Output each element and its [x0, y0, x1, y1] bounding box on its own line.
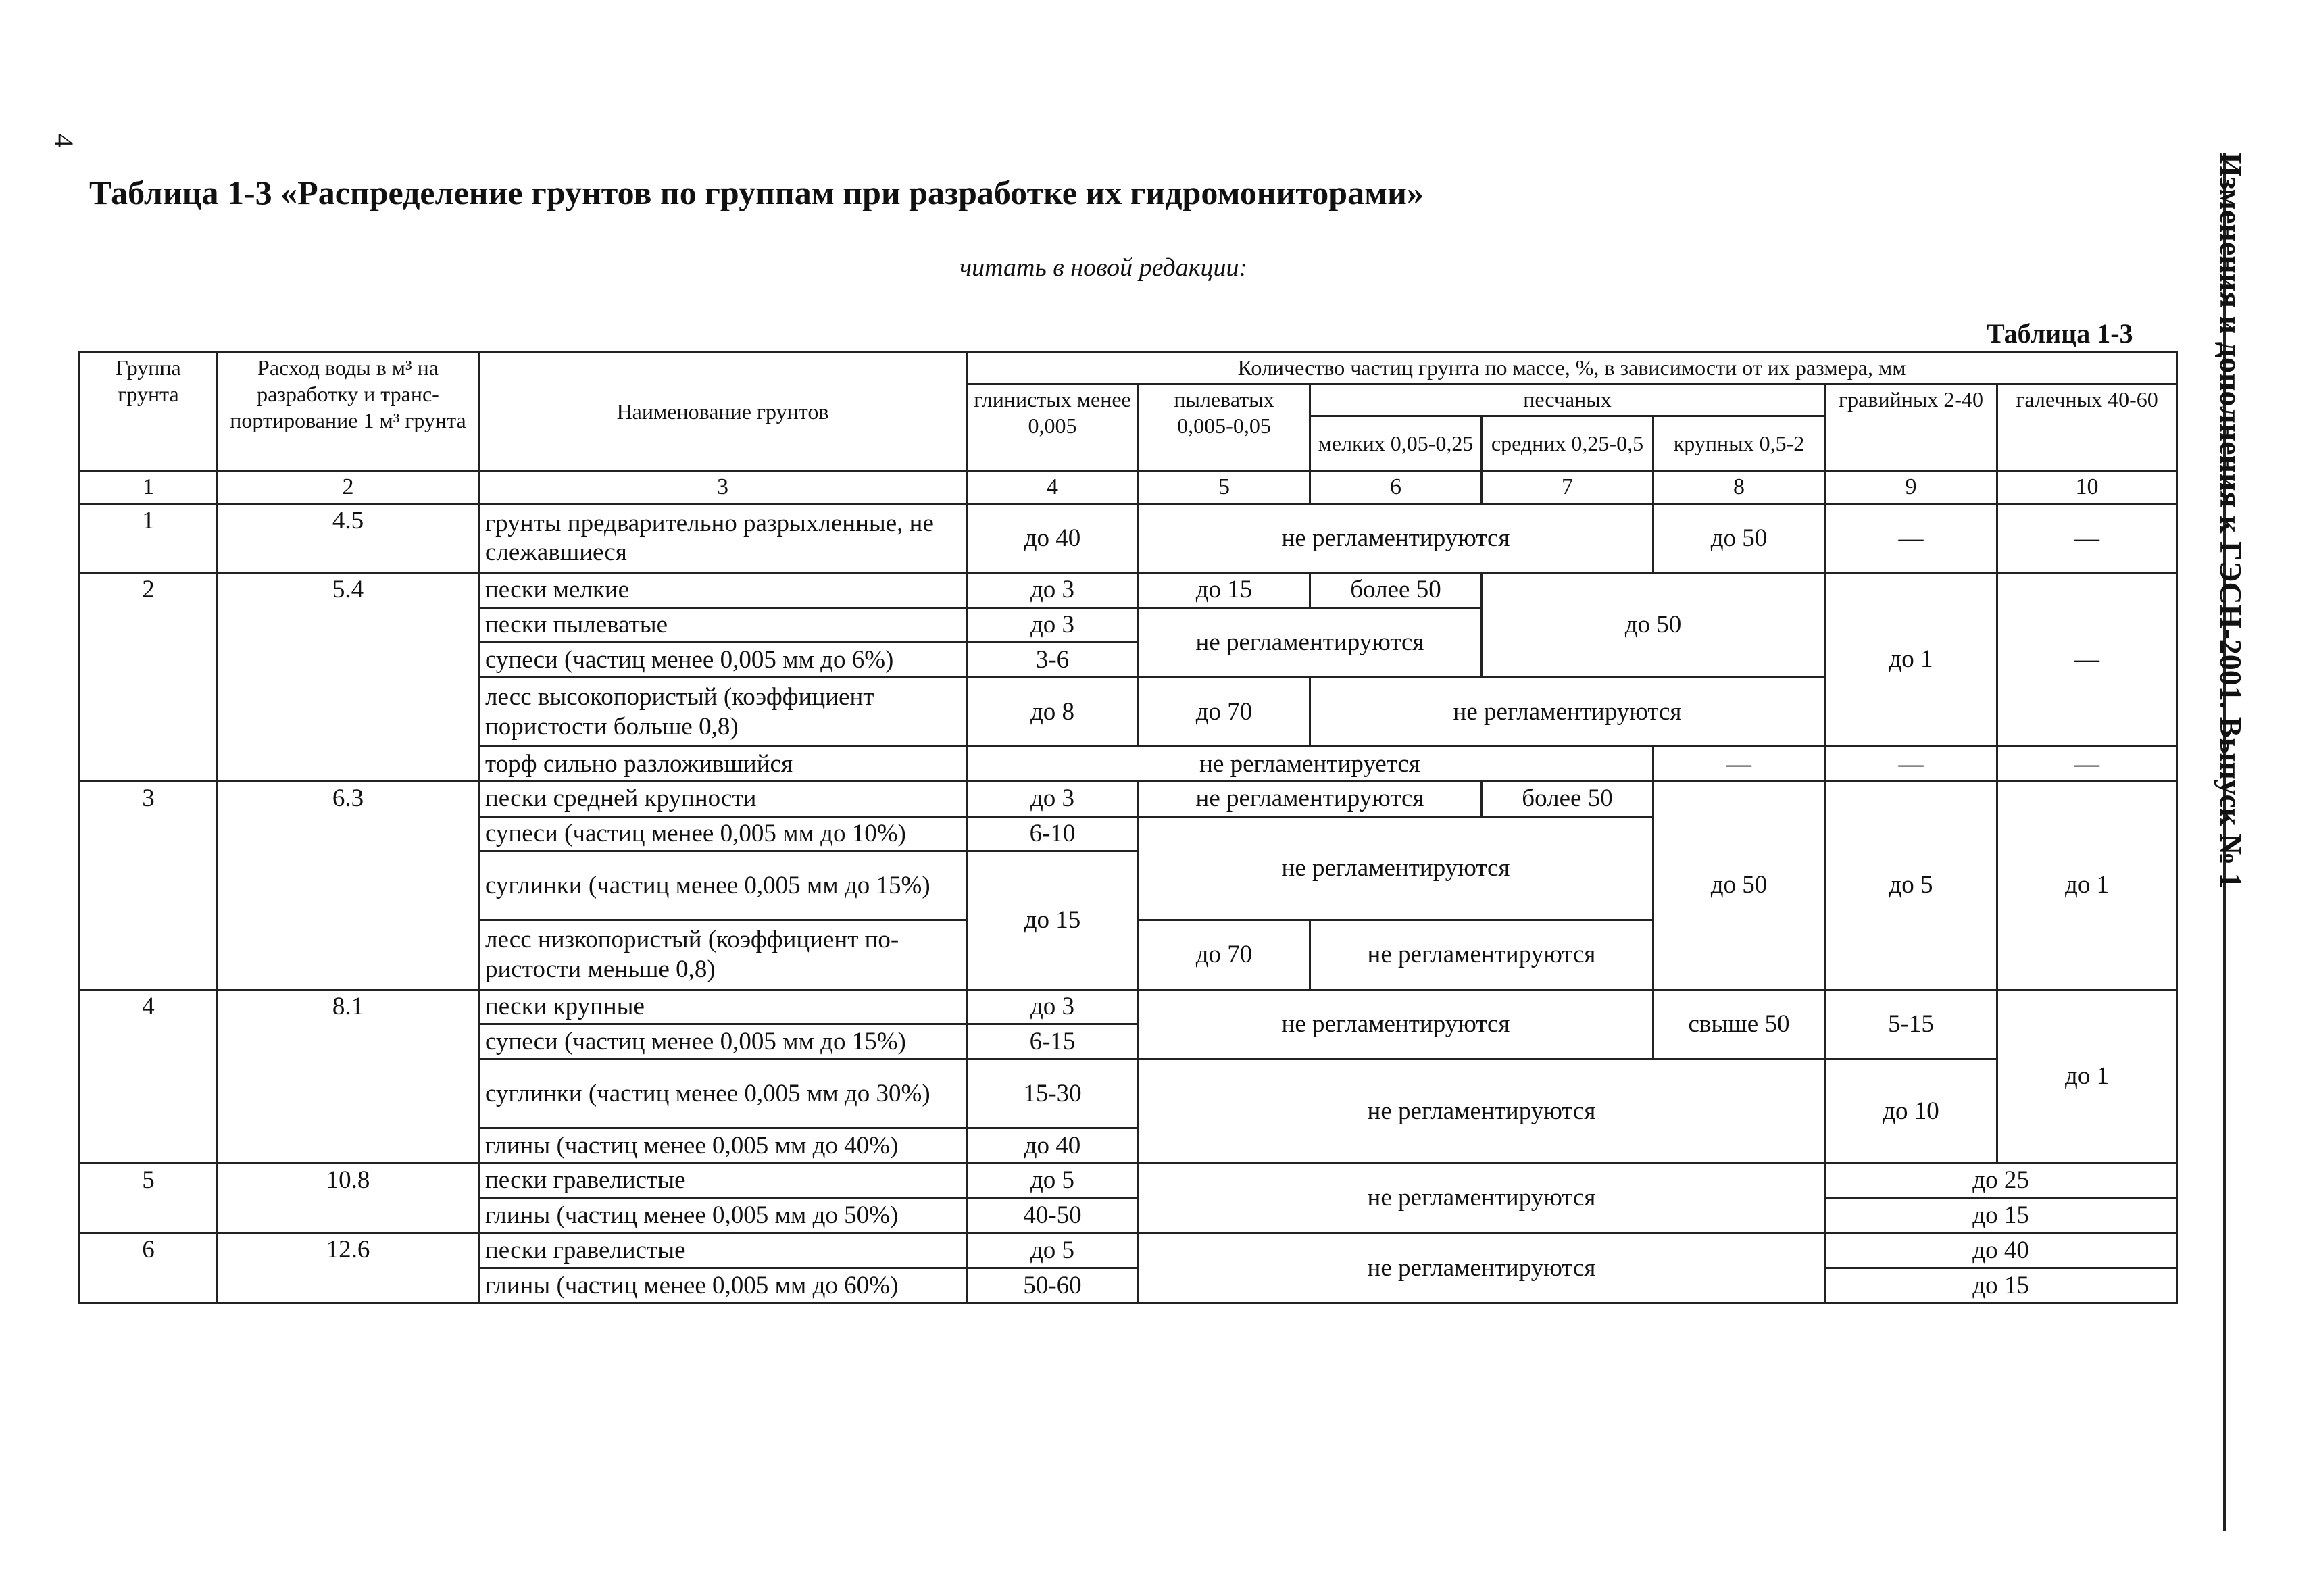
col-number: 2: [218, 471, 479, 503]
cell-not-regulated: не регламентируются: [1139, 1163, 1825, 1232]
cell-pebble: до 1: [1997, 781, 2177, 989]
header-pebble: галечных 40-60: [1997, 384, 2177, 472]
cell-not-regulated: не регламентируются: [1139, 989, 1653, 1059]
cell-not-regulated: не регламентируются: [1139, 816, 1653, 920]
cell-not-regulated: не регламентируются: [1310, 920, 1653, 989]
soil-name: пески крупные: [479, 989, 967, 1024]
cell-not-regulated: не регламентируется: [967, 747, 1653, 782]
soil-name: пески мелкие: [479, 572, 967, 607]
cell-clay: до 5: [967, 1163, 1139, 1198]
cell-gravel: —: [1825, 503, 1997, 572]
soil-name: суглинки (частиц менее 0,005 мм до 15%): [479, 851, 967, 920]
cell-gravel-pebble: до 15: [1825, 1198, 2177, 1233]
cell-not-regulated: не регламентируются: [1139, 1059, 1825, 1164]
document-subtitle: читать в новой редакции:: [960, 253, 1248, 282]
col-number: 1: [80, 471, 218, 503]
cell-clay: 6-10: [967, 816, 1139, 851]
cell-gravel: —: [1825, 747, 1997, 782]
cell-gravel-pebble: до 25: [1825, 1163, 2177, 1198]
cell-sand-coarse: до 50: [1653, 503, 1825, 572]
soil-name: грунты предварительно разрыхленные, не слежавшиеся: [479, 503, 967, 572]
header-silt: пылеватых 0,005-0,05: [1139, 384, 1310, 472]
cell-gravel: до 1: [1825, 572, 1997, 746]
cell-clay: 40-50: [967, 1198, 1139, 1233]
cell-sand-medium: более 50: [1482, 781, 1653, 816]
header-group: Группа грунта: [80, 353, 218, 472]
water-consumption: 12.6: [218, 1233, 479, 1303]
page-number: 4: [49, 134, 79, 147]
cell-silt: до 70: [1139, 678, 1310, 747]
header-particles: Количество частиц грунта по массе, %, в зависимости от их размера, мм: [967, 353, 2177, 384]
cell-sand-merged: до 50: [1482, 572, 1825, 677]
soil-name: супеси (частиц менее 0,005 мм до 10%): [479, 816, 967, 851]
cell-silt: до 70: [1139, 920, 1310, 989]
cell-clay: до 3: [967, 572, 1139, 607]
soil-name: пески гравелистые: [479, 1163, 967, 1198]
cell-gravel: 5-15: [1825, 989, 1997, 1059]
header-sand-fine: мелких 0,05-0,25: [1310, 416, 1482, 472]
cell-gravel: до 5: [1825, 781, 1997, 989]
water-consumption: 6.3: [218, 781, 479, 989]
soil-name: пески средней крупности: [479, 781, 967, 816]
soil-name: пески пылеватые: [479, 607, 967, 643]
col-number: 10: [1997, 471, 2177, 503]
cell-gravel-pebble: до 40: [1825, 1233, 2177, 1268]
document-title: Таблица 1-3 «Распределение грунтов по группам при разработке их гидромониторами»: [89, 174, 1424, 211]
water-consumption: 5.4: [218, 572, 479, 781]
cell-pebble: —: [1997, 747, 2177, 782]
col-number: 8: [1653, 471, 1825, 503]
cell-clay: до 3: [967, 607, 1139, 643]
group-number: 6: [80, 1233, 218, 1303]
cell-pebble: —: [1997, 503, 2177, 572]
cell-clay: 6-15: [967, 1024, 1139, 1059]
water-consumption: 8.1: [218, 989, 479, 1163]
side-running-header: Изменения и дополнения к ГЭСН-2001. Выпуск № 1: [2214, 153, 2248, 889]
cell-clay: 3-6: [967, 643, 1139, 678]
cell-pebble: до 1: [1997, 989, 2177, 1163]
cell-sand-coarse: —: [1653, 747, 1825, 782]
cell-gravel-pebble: до 15: [1825, 1268, 2177, 1303]
cell-gravel: до 10: [1825, 1059, 1997, 1164]
soil-name: лесс высокопористый (коэффициент пористости больше 0,8): [479, 678, 967, 747]
soil-name: глины (частиц менее 0,005 мм до 60%): [479, 1268, 967, 1303]
cell-clay: до 3: [967, 781, 1139, 816]
water-consumption: 4.5: [218, 503, 479, 572]
cell-clay: до 3: [967, 989, 1139, 1024]
cell-clay: до 40: [967, 503, 1139, 572]
header-name: Наименование грунтов: [479, 353, 967, 472]
col-number: 7: [1482, 471, 1653, 503]
cell-not-regulated: не регламентируются: [1139, 503, 1653, 572]
header-water: Расход воды в м³ на разработку и транс-портирование 1 м³ грунта: [218, 353, 479, 472]
header-gravel: гравийных 2-40: [1825, 384, 1997, 472]
water-consumption: 10.8: [218, 1163, 479, 1232]
cell-clay: до 8: [967, 678, 1139, 747]
group-number: 2: [80, 572, 218, 781]
group-number: 3: [80, 781, 218, 989]
cell-clay: до 5: [967, 1233, 1139, 1268]
soil-name: лесс низкопористый (коэффициент по-ристости меньше 0,8): [479, 920, 967, 989]
cell-sand-fine: более 50: [1310, 572, 1482, 607]
soil-name: пески гравелистые: [479, 1233, 967, 1268]
col-number: 6: [1310, 471, 1482, 503]
header-sand: песчаных: [1310, 384, 1825, 416]
cell-sand-coarse: до 50: [1653, 781, 1825, 989]
cell-not-regulated: не регламентируются: [1139, 1233, 1825, 1303]
cell-clay: 50-60: [967, 1268, 1139, 1303]
cell-clay: 15-30: [967, 1059, 1139, 1128]
col-number: 3: [479, 471, 967, 503]
soil-name: глины (частиц менее 0,005 мм до 40%): [479, 1128, 967, 1164]
soil-groups-table: [78, 351, 2178, 1304]
cell-not-regulated: не регламентируются: [1139, 781, 1482, 816]
cell-not-regulated: не регламентируются: [1139, 607, 1482, 677]
cell-not-regulated: не регламентируются: [1310, 678, 1825, 747]
group-number: 5: [80, 1163, 218, 1232]
header-sand-medium: средних 0,25-0,5: [1482, 416, 1653, 472]
group-number: 1: [80, 503, 218, 572]
cell-pebble: —: [1997, 572, 2177, 746]
col-number: 5: [1139, 471, 1310, 503]
soil-name: супеси (частиц менее 0,005 мм до 6%): [479, 643, 967, 678]
table-label: Таблица 1-3: [1987, 318, 2133, 349]
soil-name: глины (частиц менее 0,005 мм до 50%): [479, 1198, 967, 1233]
soil-name: суглинки (частиц менее 0,005 мм до 30%): [479, 1059, 967, 1128]
group-number: 4: [80, 989, 218, 1163]
soil-name: торф сильно разложившийся: [479, 747, 967, 782]
col-number: 4: [967, 471, 1139, 503]
cell-sand-coarse: свыше 50: [1653, 989, 1825, 1059]
cell-clay: до 15: [967, 851, 1139, 989]
cell-silt: до 15: [1139, 572, 1310, 607]
cell-clay: до 40: [967, 1128, 1139, 1164]
header-sand-coarse: крупных 0,5-2: [1653, 416, 1825, 472]
soil-name: супеси (частиц менее 0,005 мм до 15%): [479, 1024, 967, 1059]
header-clay: глинистых менее 0,005: [967, 384, 1139, 472]
col-number: 9: [1825, 471, 1997, 503]
